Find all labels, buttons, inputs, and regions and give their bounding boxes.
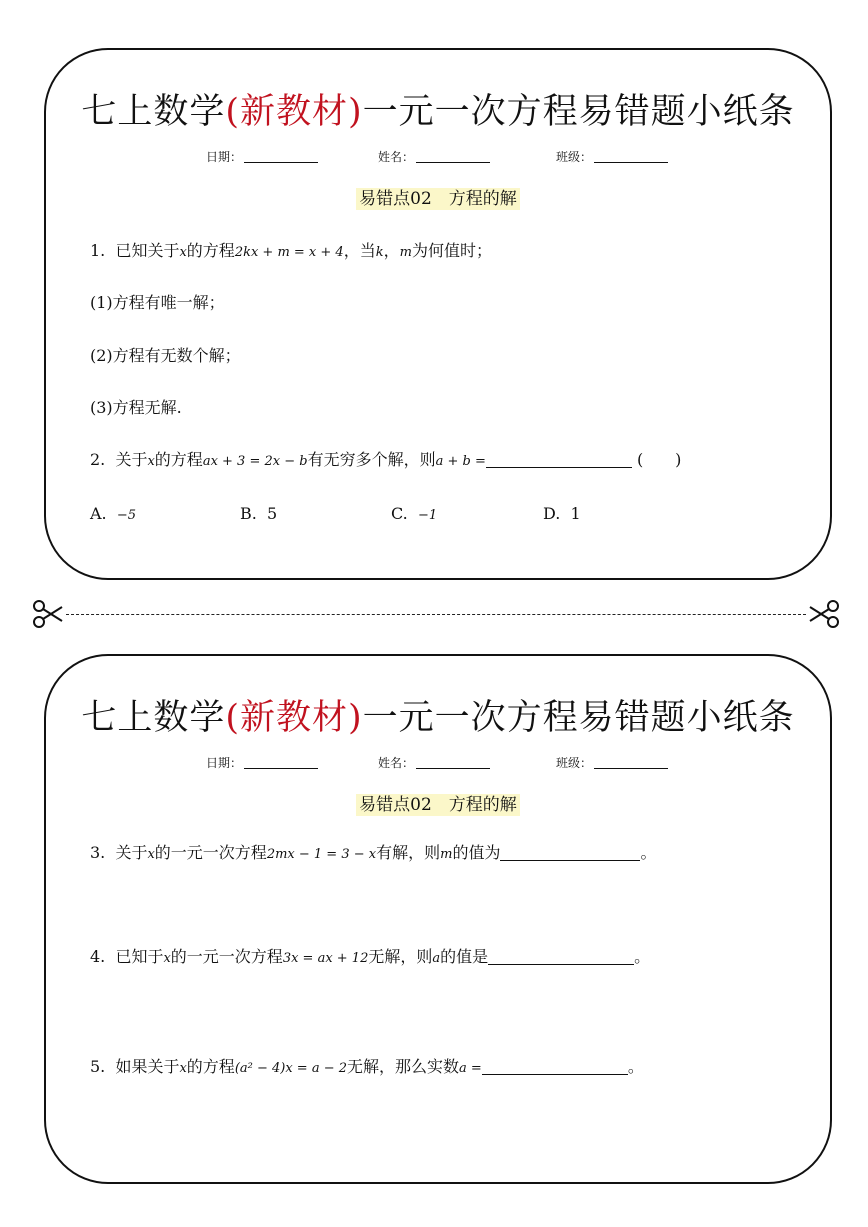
class-field[interactable]: 班级： [556,754,668,771]
question-5: 5. 如果关于x的方程(a² − 4)x = a − 2无解，那么实数a = 。 [90,1057,644,1076]
answer-blank[interactable] [500,860,640,861]
section-heading: 易错点02 方程的解 [46,790,830,815]
card-1-title: 七上数学(新教材)一元一次方程易错题小纸条 [81,92,795,132]
dashed-cut-line [66,614,806,615]
question-1-sub-3: (3)方程无解. [90,398,182,417]
scissors-icon-left [32,599,64,629]
option-d[interactable]: D. 1 [543,504,581,523]
question-2: 2. 关于x的方程ax + 3 = 2x − b有无穷多个解，则a + b = ( ) [90,450,682,469]
option-a[interactable]: A. −5 [90,504,136,523]
answer-blank[interactable] [482,1074,628,1075]
answer-blank[interactable] [488,964,634,965]
date-field[interactable]: 日期： [206,754,318,771]
date-field[interactable]: 日期： [206,148,318,165]
cut-line-row [32,599,840,629]
name-field[interactable]: 姓名： [378,754,490,771]
note-card-1 [44,48,832,580]
question-4: 4. 已知于x的一元一次方程3x = ax + 12无解，则a的值是 。 [90,947,651,966]
question-1: 1. 已知关于x的方程2kx + m = x + 4，当k，m为何值时； [90,241,492,260]
option-b[interactable]: B. 5 [240,504,278,523]
class-field[interactable]: 班级： [556,148,668,165]
question-1-sub-1: (1)方程有唯一解； [90,293,225,312]
question-1-sub-2: (2)方程有无数个解； [90,346,241,365]
option-c[interactable]: C. −1 [391,504,438,523]
name-field[interactable]: 姓名： [378,148,490,165]
title-highlight: (新教材) [225,92,363,132]
question-3: 3. 关于x的一元一次方程2mx − 1 = 3 − x有解，则m的值为 。 [90,843,657,862]
section-heading: 易错点02 方程的解 [46,184,830,209]
scissors-icon-right [808,599,840,629]
note-card-2 [44,654,832,1184]
title-highlight: (新教材) [225,698,363,738]
card-2-title: 七上数学(新教材)一元一次方程易错题小纸条 [81,698,795,738]
answer-blank[interactable] [486,467,632,468]
